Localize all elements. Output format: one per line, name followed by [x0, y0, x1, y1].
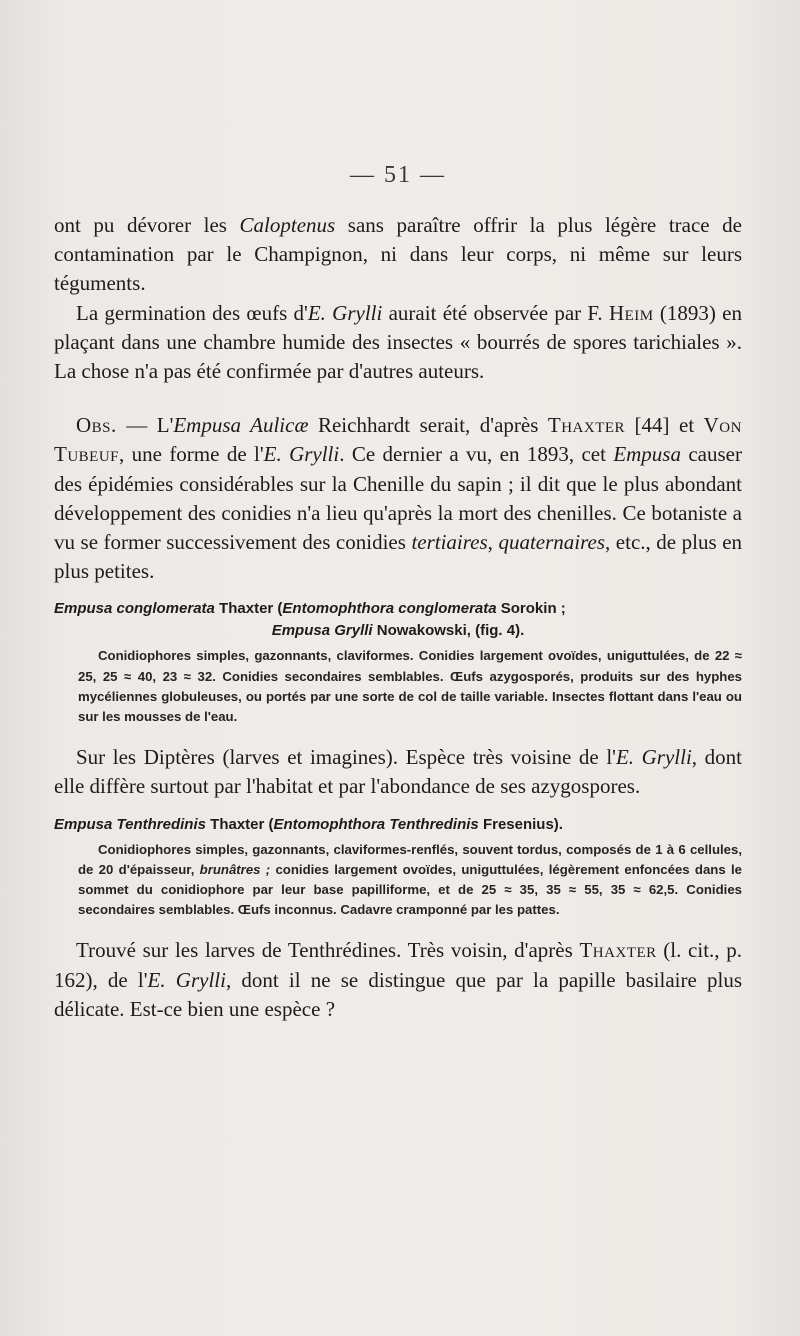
- italic-species: Empusa Grylli: [271, 622, 373, 640]
- text-span: aurait été observée par F.: [382, 300, 609, 325]
- italic-species: Entomophthora conglomerata: [282, 600, 497, 618]
- italic-species: E. Grylli: [263, 442, 340, 467]
- text-span: — L': [116, 413, 174, 438]
- text-span: [44] et: [625, 413, 704, 438]
- species-heading-conglomerata: [54, 598, 742, 642]
- text-span: Sur les Diptères (larves et imagines). Espèce très voisine de l': [76, 745, 616, 770]
- italic-species: E. Grylli: [147, 967, 226, 992]
- author-name: Thaxter: [547, 413, 626, 438]
- italic-genus: Empusa: [613, 442, 681, 467]
- text-span: (l. cit., p. 162), de l': [54, 938, 742, 992]
- author-name: Von Tubeuf: [54, 413, 742, 467]
- italic-term: quaternaires: [498, 530, 606, 555]
- text-span: , dont il ne se distingue que par la papille basilaire plus délicate. Est-ce bien une espèce ?: [54, 967, 742, 1021]
- text-span: Sorokin ;: [496, 600, 566, 618]
- text-span: , dont elle diffère surtout par l'habitat et par l'abondance de ses azygospores.: [54, 745, 742, 799]
- italic-term: tertiaires: [411, 530, 488, 555]
- text-span: Thaxter (: [214, 600, 283, 618]
- text-span: Conidiophores simples, gazonnants, claviformes-renflés, souvent tordus, composés de 1 à 6 cellules, de 20 d'épaisseur,: [78, 841, 742, 877]
- paragraph-caloptenus: [54, 211, 742, 299]
- description-tenthredinis: [54, 840, 742, 921]
- italic-species: Empusa conglomerata: [54, 600, 215, 618]
- text-span: Trouvé sur les larves de Tenthrédines. Très voisin, d'après: [76, 938, 580, 963]
- italic-term: brunâtres ;: [199, 861, 271, 877]
- paragraph-germination: [54, 299, 742, 387]
- italic-species: E. Grylli: [307, 300, 383, 325]
- text-span: Fresenius).: [478, 815, 563, 833]
- paragraph-tenthredines: [54, 936, 742, 1024]
- species-heading-tenthredinis: [54, 814, 742, 836]
- text-span: Reichhardt serait, d'après: [308, 413, 548, 438]
- text-span: sans paraître offrir la plus légère trace de contamination par le Champignon, ni dans leur corps, ni même sur leurs téguments.: [54, 213, 742, 296]
- text-span: conidies largement ovoïdes, uniguttulées, légèrement enfoncées dans le sommet du conidiophore par leur base papilliforme, et de 25 ≈ 35, 35 ≈ 55, 35 ≈ 62,5. Conidies secondaires semblables. Œufs inconnus. Cadavre cramponné par les pattes.: [78, 861, 742, 918]
- italic-species: Entomophthora Tenthredinis: [273, 815, 479, 833]
- text-span: ont pu dévorer les: [54, 213, 240, 237]
- text-span: , etc., de plus en plus petites.: [54, 530, 743, 584]
- species-heading-line2: [54, 620, 742, 642]
- text-span: La germination des œufs d': [76, 300, 308, 325]
- author-name: Heim: [608, 300, 654, 325]
- text-span: (1893) en plaçant dans une chambre humide des insectes « bourrés de spores tarichiales ». La chose n'a pas été confirmée par d'autres auteurs.: [54, 300, 742, 384]
- page-number: — 51 —: [350, 162, 446, 188]
- text-span: Thaxter (: [205, 815, 274, 833]
- text-span: Nowakowski, (fig. 4).: [372, 622, 525, 640]
- paragraph-dipteres: [54, 743, 742, 801]
- paragraph-observation: [54, 411, 742, 586]
- italic-genus: Caloptenus: [239, 213, 336, 237]
- italic-species: Empusa Tenthredinis: [54, 815, 206, 833]
- obs-label: Obs.: [76, 413, 117, 438]
- italic-species: Empusa Aulicæ: [173, 413, 309, 438]
- author-name: Thaxter: [579, 938, 657, 963]
- text-span: ,: [487, 530, 499, 555]
- text-span: . Ce dernier a vu, en 1893, cet: [339, 442, 614, 467]
- italic-species: E. Grylli: [615, 745, 692, 770]
- description-conglomerata: Conidiophores simples, gazonnants, claviformes. Conidies largement ovoïdes, uniguttulées, de 22 ≈ 25, 25 ≈ 40, 23 ≈ 32. Conidies secondaires semblables. Œufs azygosporés, produits sur des hyphes mycéliennes globuleuses, ou portés par une sorte de col de taille variable. Insectes flottant dans l'eau ou sur les mousses de l'eau.: [78, 648, 742, 725]
- text-span: , une forme de l': [119, 442, 264, 467]
- text-span: causer des épidémies considérables sur la Chenille du sapin ; il dit que le plus abondant développement des conidies n'a lieu qu'après la mort des chenilles. Ce botaniste a vu se former successivement des conidies: [54, 442, 742, 555]
